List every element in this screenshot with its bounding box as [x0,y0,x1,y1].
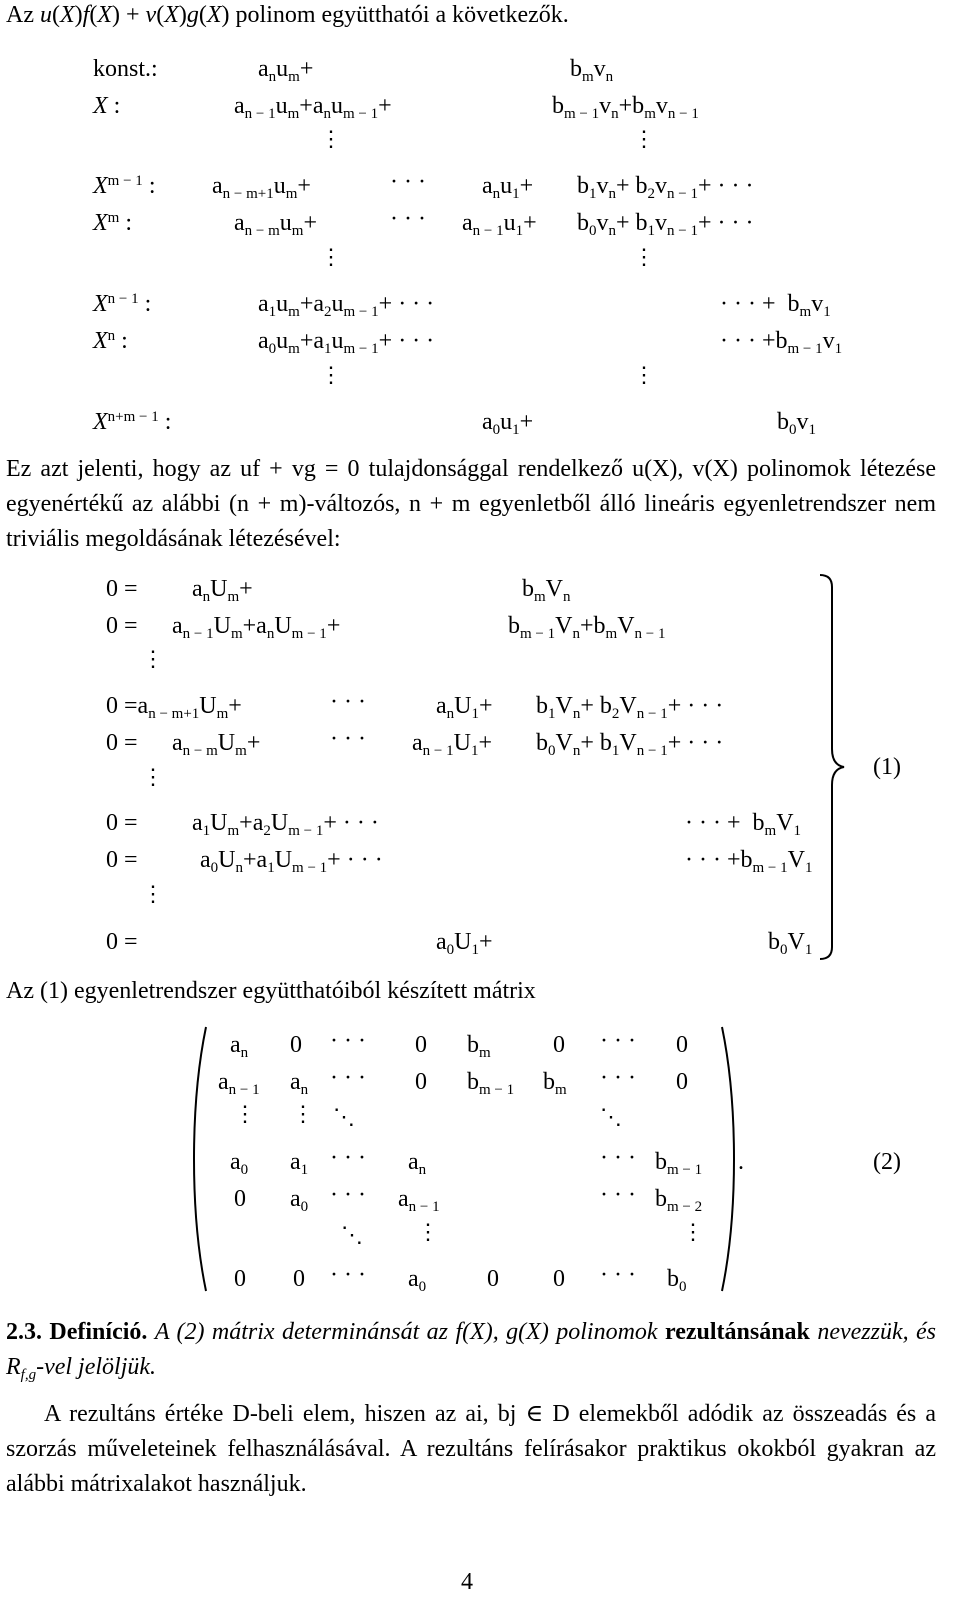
matrix-intro: Az (1) egyenletrendszer együtthatóiból készített mátrix [6,978,536,1004]
right-brace [814,573,854,961]
definition-subscript: f,g [20,1367,37,1383]
intro-line: Az u(X)f(X) + v(X)g(X) polinom együtthatói a következők. [6,2,569,28]
paragraph-equivalence: Ez azt jelenti, hogy az uf + vg = 0 tulajdonsággal rendelkező u(X), v(X) polinomok létezése egyenértékű az alábbi (n + m)-változós, n + m egyenletből álló lineáris egyenletrendszer nem triviális megoldásának létezésével: [6,456,936,552]
page-number: 4 [461,1569,473,1595]
equation-tag-1: (1) [873,754,901,780]
definition-bold-term: rezultánsának [664,1319,810,1345]
definition-text-end: -vel jelöljük. [36,1354,157,1380]
equation-tag-2: (2) [873,1149,901,1175]
definition-number: 2.3. Definíció. [6,1319,148,1345]
konst-label: konst.: [93,56,158,82]
definition-text-before: A (2) mátrix determinánsát az f(X), g(X) polinomok [154,1319,658,1345]
definition-text-after: nevezzük, és R [6,1319,937,1380]
matrix-left-paren [190,1025,210,1293]
paragraph-resultant: A rezultáns értéke D-beli elem, hiszen az ai, bj ∈ D elemekből adódik az összeadás és a szorzás műveleteinek felhasználásával. A rezultáns felírásakor praktikus okokból gyakran az alábbi mátrixalakot használjuk. [6,1401,936,1497]
matrix-right-paren [718,1025,738,1293]
definition-block [6,1315,936,1385]
